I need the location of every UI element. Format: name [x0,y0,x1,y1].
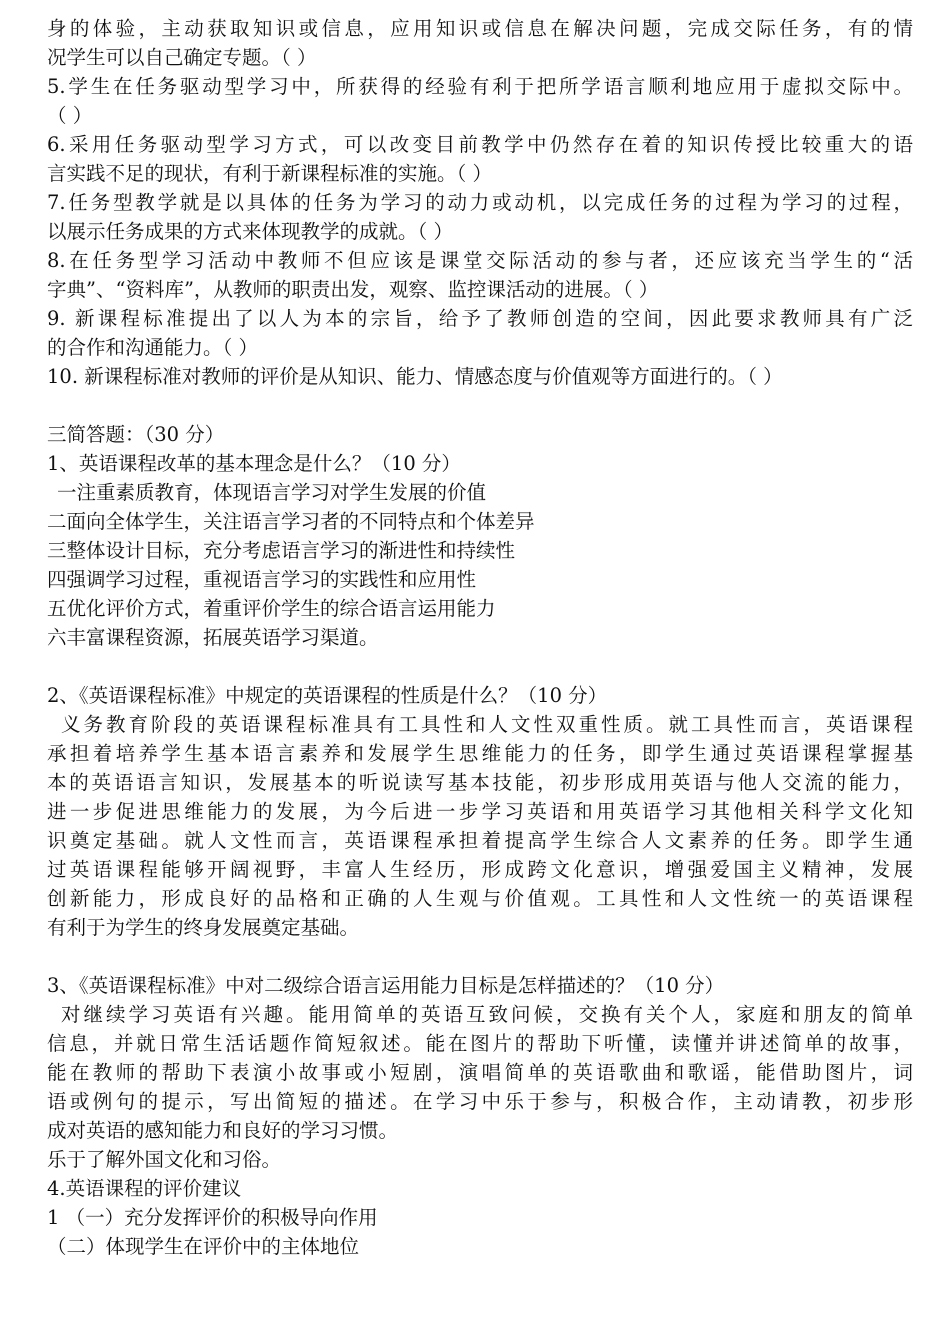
answer-line: 六丰富课程资源，拓展英语学习渠道。 [47,626,379,649]
blank-line [47,652,913,681]
judgement-line: 5.学生在任务驱动型学习中，所获得的经验有利于把所学语言顺利地应用于虚拟交际中。 [47,75,913,98]
answer-line: 信息，并就日常生活话题作简短叙述。能在图片的帮助下听懂，读懂并讲述简单的故事， [47,1032,913,1055]
question-3 [47,971,913,1174]
blank-line [47,942,913,971]
judgement-line: 况学生可以自己确定专题。（ ） [47,46,317,69]
judgement-line: 字典”、“资料库”，从教师的职责出发，观察、监控课活动的进展。（ ） [47,278,659,301]
answer-line: 成对英语的感知能力和良好的学习习惯。 [47,1119,399,1142]
answer-line: 有利于为学生的终身发展奠定基础。 [47,916,360,939]
judgement-line: 6.采用任务驱动型学习方式，可以改变目前教学中仍然存在着的知识传授比较重大的语 [47,133,913,156]
question-title: 3、《英语课程标准》中对二级综合语言运用能力目标是怎样描述的？（10 分） [47,974,725,997]
answer-line: 进一步促进思维能力的发展，为今后进一步学习英语和用英语学习其他相关科学文化知 [47,800,913,823]
judgement-line: （ ） [47,104,93,127]
document-page [47,14,913,1261]
short-answer-section [47,420,913,1261]
answer-line: 二面向全体学生，关注语言学习者的不同特点和个体差异 [47,510,535,533]
answer-line: 一注重素质教育，体现语言学习对学生发展的价值 [57,481,487,504]
question-1 [47,449,913,652]
answer-line: 五优化评价方式，着重评价学生的综合语言运用能力 [47,597,496,620]
answer-line: 识奠定基础。就人文性而言，英语课程承担着提高学生综合人文素养的任务。即学生通 [47,829,913,852]
answer-line: 对继续学习英语有兴趣。能用简单的英语互致问候，交换有关个人，家庭和朋友的简单 [61,1003,913,1026]
question-title: 4.英语课程的评价建议 [47,1177,242,1200]
question-4 [47,1174,913,1261]
answer-line: （二）体现学生在评价中的主体地位 [47,1235,360,1258]
answer-line: 1 （一）充分发挥评价的积极导向作用 [47,1206,378,1229]
answer-line: 过英语课程能够开阔视野，丰富人生经历，形成跨文化意识，增强爱国主义精神，发展 [47,858,913,881]
judgement-line: 言实践不足的现状，有利于新课程标准的实施。（ ） [47,162,492,185]
judgement-line: 8.在任务型学习活动中教师不但应该是课堂交际活动的参与者，还应该充当学生的“活 [47,249,913,272]
question-2 [47,681,913,942]
answer-line: 义务教育阶段的英语课程标准具有工具性和人文性双重性质。就工具性而言，英语课程 [61,713,913,736]
question-title: 1、英语课程改革的基本理念是什么？（10 分） [47,452,461,475]
blank-line [47,391,913,420]
answer-line: 能在教师的帮助下表演小故事或小短剧，演唱简单的英语歌曲和歌谣，能借助图片，词 [47,1061,913,1084]
judgement-line: 以展示任务成果的方式来体现教学的成就。（ ） [47,220,453,243]
answer-line: 四强调学习过程，重视语言学习的实践性和应用性 [47,568,477,591]
answer-line: 本的英语语言知识，发展基本的听说读写基本技能，初步形成用英语与他人交流的能力， [47,771,913,794]
answer-line: 承担着培养学生基本语言素养和发展学生思维能力的任务，即学生通过英语课程掌握基 [47,742,913,765]
section-title: 三简答题：（30 分） [47,423,225,446]
judgement-line: 7.任务型教学就是以具体的任务为学习的动力或动机，以完成任务的过程为学习的过程， [47,191,913,214]
judgement-line: 9. 新课程标准提出了以人为本的宗旨，给予了教师创造的空间，因此要求教师具有广泛 [47,307,913,330]
judgement-line: 10. 新课程标准对教师的评价是从知识、能力、情感态度与价值观等方面进行的。（ ） [47,365,783,388]
answer-line: 语或例句的提示，写出简短的描述。在学习中乐于参与，积极合作，主动请教，初步形 [47,1090,913,1113]
judgement-section [47,14,913,391]
answer-line: 乐于了解外国文化和习俗。 [47,1148,282,1171]
answer-line: 三整体设计目标，充分考虑语言学习的渐进性和持续性 [47,539,516,562]
question-title: 2、《英语课程标准》中规定的英语课程的性质是什么？（10 分） [47,684,608,707]
answer-line: 创新能力，形成良好的品格和正确的人生观与价值观。工具性和人文性统一的英语课程 [47,887,913,910]
judgement-line: 身的体验，主动获取知识或信息，应用知识或信息在解决问题，完成交际任务，有的情 [47,17,913,40]
judgement-line: 的合作和沟通能力。（ ） [47,336,258,359]
